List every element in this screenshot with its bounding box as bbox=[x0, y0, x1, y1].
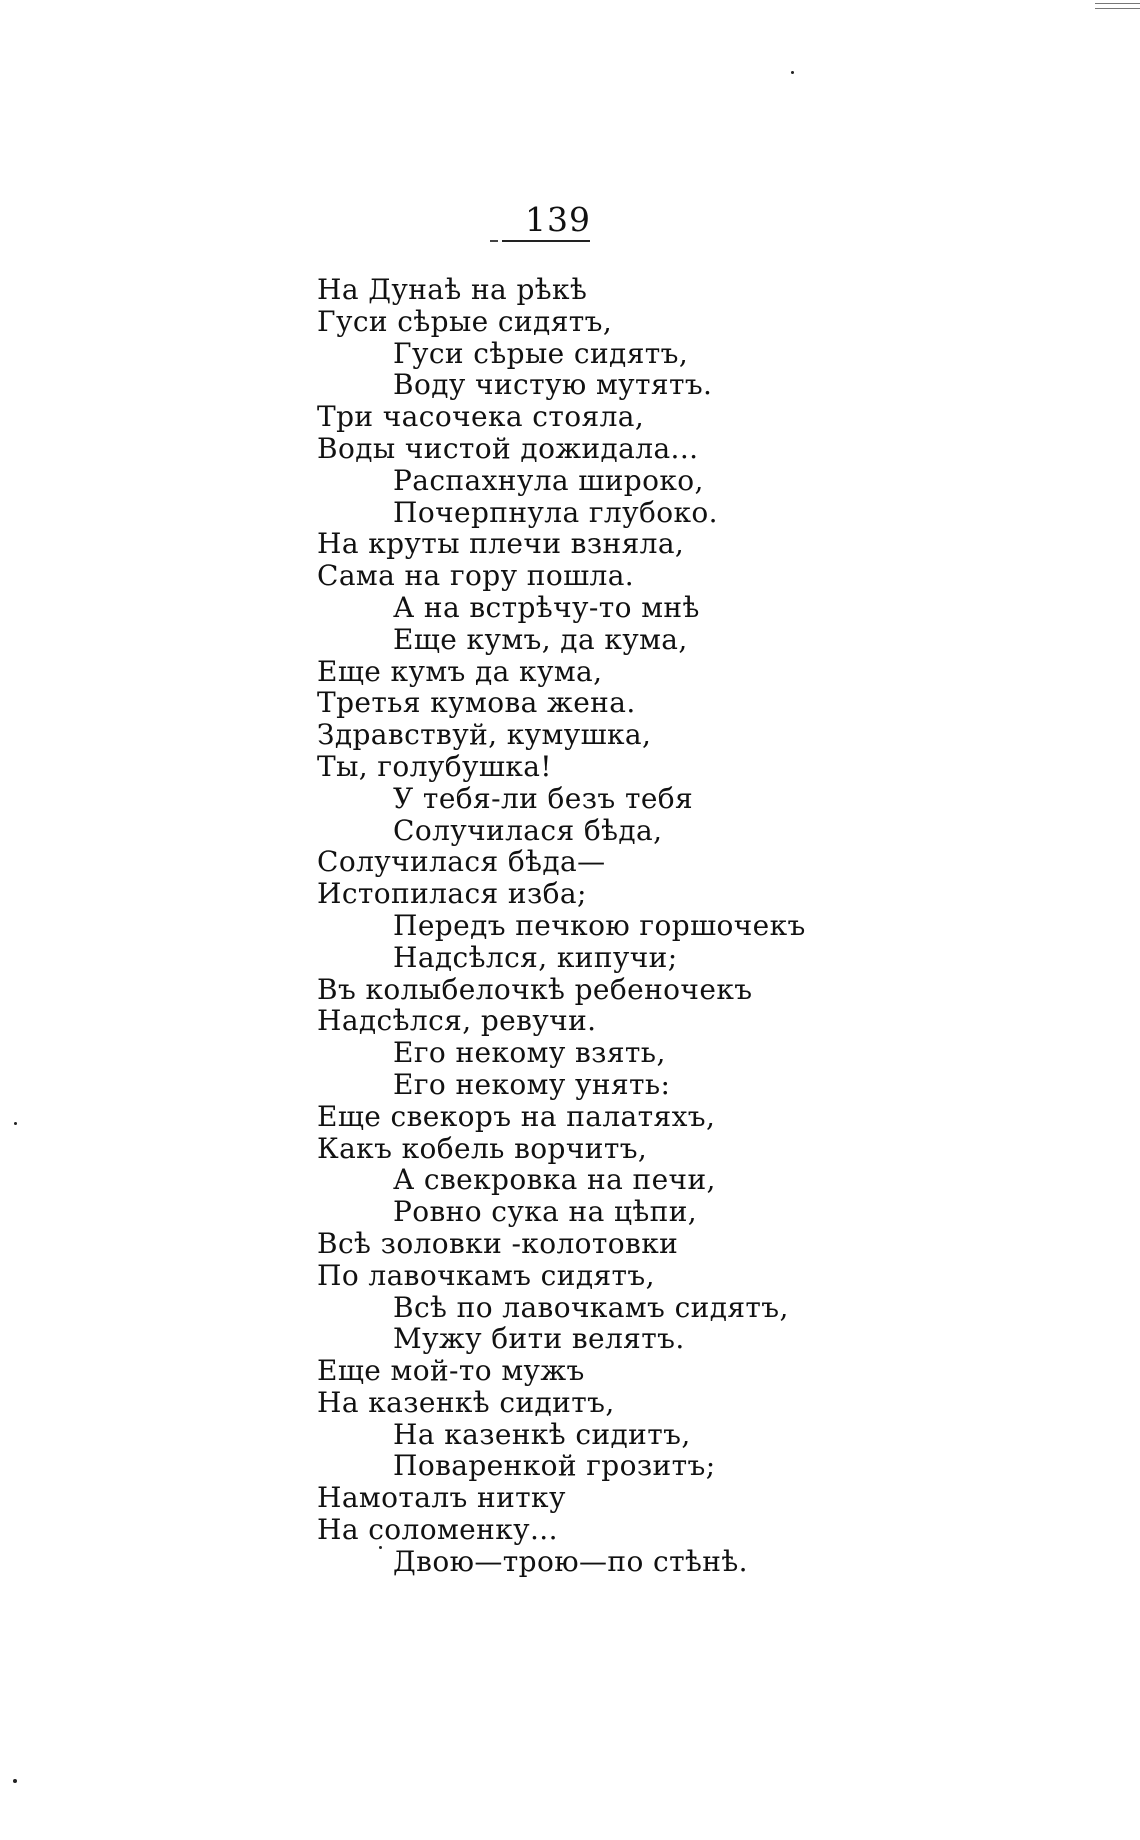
poem-line: Передъ печкою горшочекъ bbox=[393, 908, 806, 942]
page-number: 139 bbox=[525, 200, 591, 239]
poem-line: По лавочкамъ сидятъ, bbox=[317, 1258, 655, 1292]
poem-line: Еще кумъ, да кума, bbox=[393, 622, 688, 656]
poem-line: Поваренкой грозитъ; bbox=[393, 1449, 716, 1483]
poem-line: На казенкѣ сидитъ, bbox=[393, 1417, 691, 1451]
poem-line: Распахнула широко, bbox=[393, 463, 704, 497]
poem-line: Третья кумова жена. bbox=[317, 686, 636, 720]
poem-line: Намоталъ нитку bbox=[317, 1481, 566, 1515]
poem-line: Двою—трою—по стѣнѣ. bbox=[393, 1544, 748, 1578]
top-edge-rule bbox=[1095, 3, 1140, 4]
poem-line: Мужу бити велятъ. bbox=[393, 1322, 685, 1356]
poem-line: На круты плечи взняла, bbox=[317, 527, 685, 561]
poem-line: Еще свекоръ на палатяхъ, bbox=[317, 1099, 716, 1133]
poem-line: Еще мой-то мужъ bbox=[317, 1354, 585, 1388]
poem-line: Ты, голубушка! bbox=[317, 749, 552, 783]
poem-line: Почерпнула глубоко. bbox=[393, 495, 718, 529]
poem-line: А свекровка на печи, bbox=[393, 1163, 716, 1197]
poem-line: Солучилася бѣда— bbox=[317, 845, 606, 879]
page-number-header bbox=[490, 200, 610, 245]
poem-line: Три часочека стояла, bbox=[317, 400, 645, 434]
poem-line: На Дунаѣ на рѣкѣ bbox=[317, 273, 588, 306]
poem-line: Его некому унять: bbox=[393, 1067, 671, 1101]
poem-line: Его некому взять, bbox=[393, 1036, 666, 1070]
header-dash bbox=[490, 240, 498, 242]
poem-line: На соломенку... bbox=[317, 1513, 558, 1547]
poem-line: Солучилася бѣда, bbox=[393, 813, 663, 847]
poem-line: Гуси сѣрые сидятъ, bbox=[393, 336, 689, 370]
poem-line: Въ колыбелочкѣ ребеночекъ bbox=[317, 972, 753, 1006]
poem-text bbox=[317, 274, 877, 1578]
poem-line: Воду чистую мутятъ. bbox=[393, 368, 713, 402]
print-speck bbox=[14, 1122, 17, 1125]
poem-line: У тебя-ли безъ тебя bbox=[393, 781, 694, 815]
poem-line: Ровно сука на цѣпи, bbox=[393, 1195, 698, 1229]
print-speck bbox=[791, 71, 794, 74]
poem-line: Сама на гору пошла. bbox=[317, 559, 635, 593]
poem-line: На казенкѣ сидитъ, bbox=[317, 1385, 615, 1419]
poem-line: Надсѣлся, кипучи; bbox=[393, 940, 678, 974]
top-edge-rule bbox=[1095, 8, 1140, 9]
poem-line: Гуси сѣрые сидятъ, bbox=[317, 304, 613, 338]
print-speck bbox=[13, 1779, 17, 1783]
poem-line: А на встрѣчу-то мнѣ bbox=[393, 590, 700, 624]
poem-line: Всѣ по лавочкамъ сидятъ, bbox=[393, 1290, 789, 1324]
poem-line: Всѣ золовки -колотовки bbox=[317, 1226, 679, 1260]
poem-line: Надсѣлся, ревучи. bbox=[317, 1004, 597, 1038]
poem-line: Какъ кобель ворчитъ, bbox=[317, 1131, 648, 1165]
poem-line: Истопилася изба; bbox=[317, 877, 587, 911]
poem-line: Воды чистой дожидала... bbox=[317, 431, 699, 465]
poem-line: Еще кумъ да кума, bbox=[317, 654, 603, 688]
header-rule bbox=[502, 240, 590, 242]
poem-line: Здравствуй, кумушка, bbox=[317, 718, 652, 752]
